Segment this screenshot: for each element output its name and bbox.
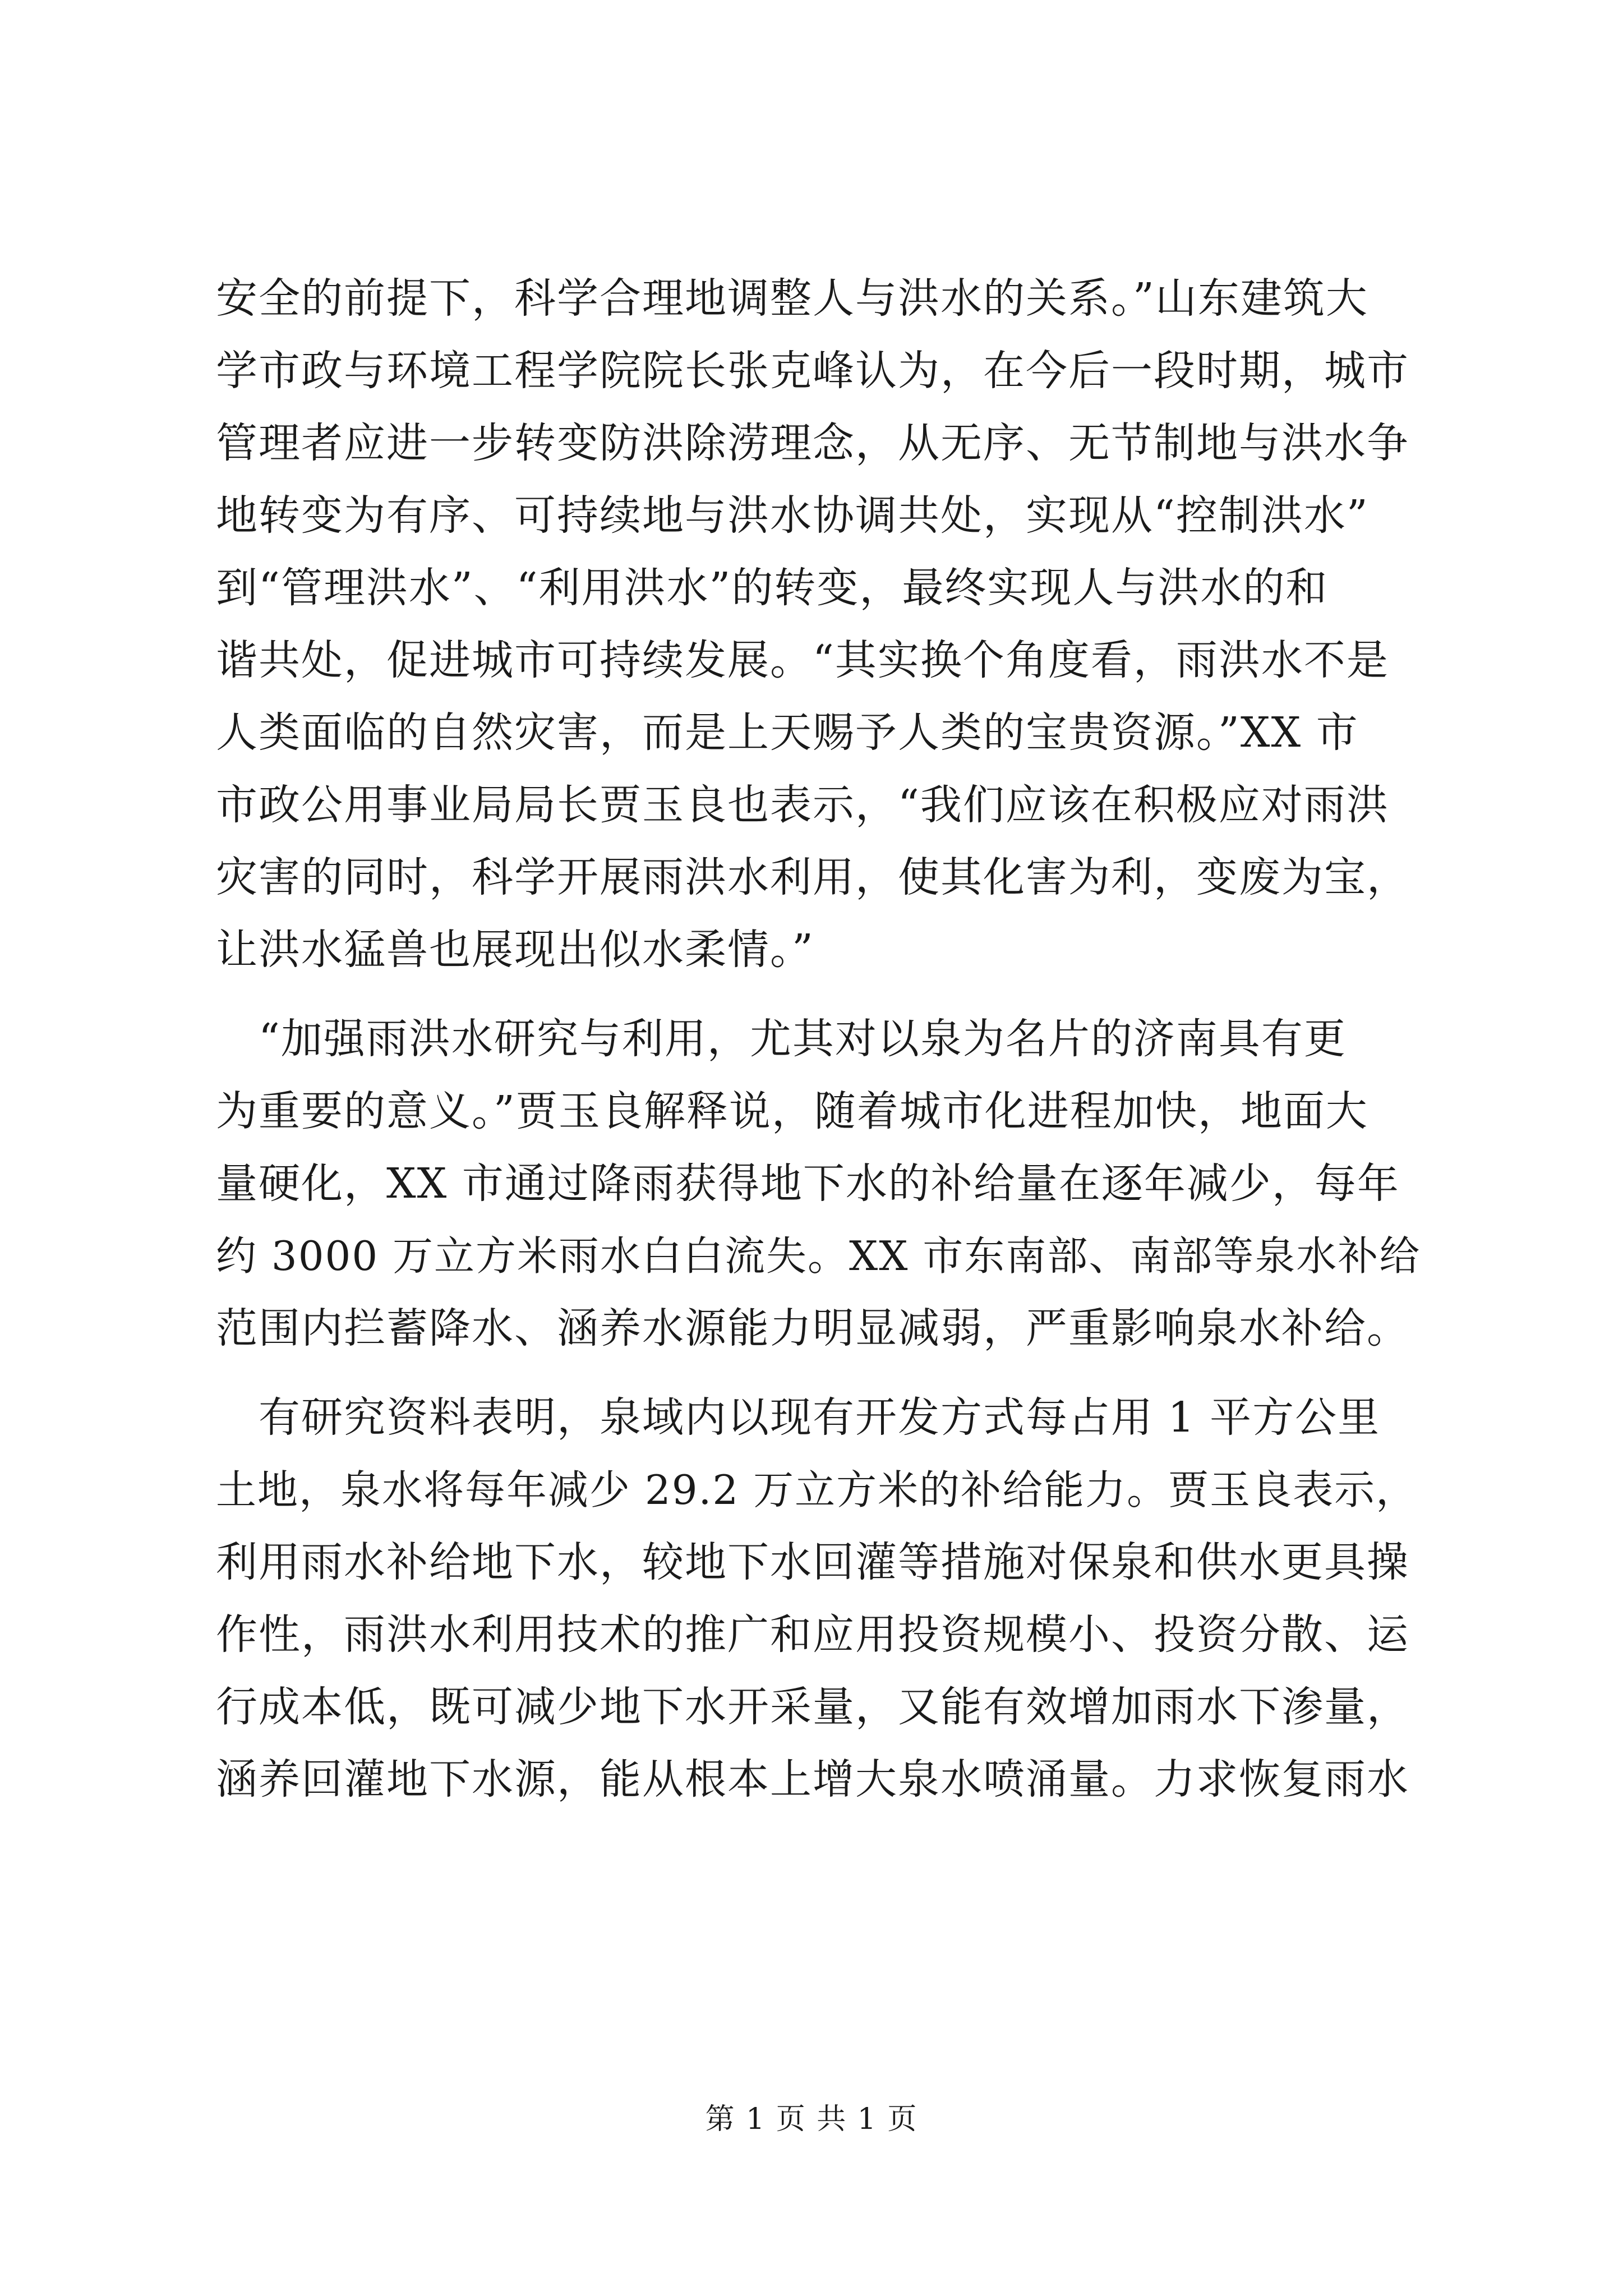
paragraph-gap	[216, 1365, 1422, 1382]
document-body	[216, 263, 1422, 1816]
page-number-footer: 第 1 页 共 1 页	[705, 2102, 918, 2136]
text-line: 土地，泉水将每年减少 29.2 万立方米的补给能力。贾玉良表示，	[216, 1466, 1418, 1513]
text-line: 有研究资料表明，泉域内以现有开发方式每占用 1 平方公里	[216, 1393, 1381, 1442]
paragraph-gap	[216, 986, 1422, 1003]
text-line: 为重要的意义。”贾玉良解释说，随着城市化进程加快，地面大	[216, 1087, 1368, 1135]
text-line: 管理者应进一步转变防洪除涝理念，从无序、无节制地与洪水争	[216, 419, 1409, 467]
text-line: 市政公用事业局局长贾玉良也表示，“我们应该在积极应对雨洪	[216, 781, 1389, 829]
text-line: 地转变为有序、可持续地与洪水协调共处，实现从“控制洪水”	[216, 491, 1369, 540]
text-line: 谐共处，促进城市可持续发展。“其实换个角度看，雨洪水不是	[216, 636, 1389, 684]
text-line: 量硬化，XX 市通过降雨获得地下水的补给量在逐年减少，每年	[216, 1159, 1400, 1208]
text-line: 作性，雨洪水利用技术的推广和应用投资规模小、投资分散、运	[216, 1611, 1409, 1659]
text-line: 涵养回灌地下水源，能从根本上增大泉水喷涌量。力求恢复雨水	[216, 1755, 1409, 1803]
text-line: 让洪水猛兽也展现出似水柔情。”	[216, 926, 814, 974]
text-line: 到“管理洪水”、“利用洪水”的转变，最终实现人与洪水的和	[216, 564, 1329, 612]
paragraph-2	[216, 1003, 1422, 1365]
paragraph-3	[216, 1382, 1422, 1816]
text-line: 行成本低，既可减少地下水开采量，又能有效增加雨水下渗量，	[216, 1683, 1409, 1731]
text-line: 灾害的同时，科学开展雨洪水利用，使其化害为利，变废为宝，	[216, 853, 1409, 901]
text-line: “加强雨洪水研究与利用，尤其对以泉为名片的济南具有更	[216, 1015, 1347, 1063]
text-line: 人类面临的自然灾害，而是上天赐予人类的宝贵资源。”XX 市	[216, 708, 1359, 757]
text-line: 范围内拦蓄降水、涵养水源能力明显减弱，严重影响泉水补给。	[216, 1304, 1409, 1352]
text-line: 安全的前提下，科学合理地调整人与洪水的关系。”山东建筑大	[216, 274, 1368, 323]
text-line: 学市政与环境工程学院院长张克峰认为，在今后一段时期，城市	[216, 347, 1409, 395]
text-line: 利用雨水补给地下水，较地下水回灌等措施对保泉和供水更具操	[216, 1538, 1409, 1586]
text-line: 约 3000 万立方米雨水白白流失。XX 市东南部、南部等泉水补给	[216, 1232, 1421, 1280]
paragraph-1	[216, 263, 1422, 986]
